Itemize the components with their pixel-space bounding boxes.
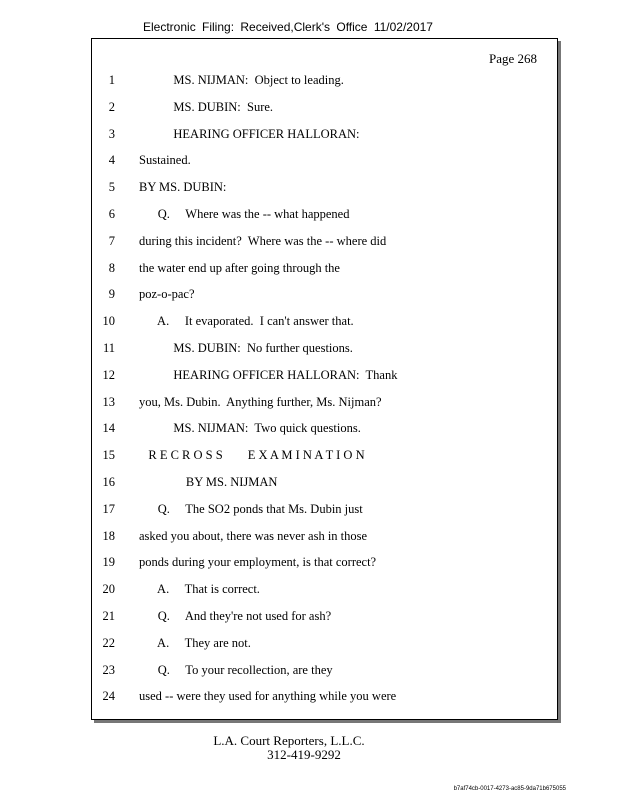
line-number: 18 bbox=[102, 528, 115, 543]
line-number: 8 bbox=[108, 260, 115, 275]
transcript-page-frame bbox=[91, 38, 558, 720]
transcript-line bbox=[92, 582, 557, 600]
line-text: A. That is correct. bbox=[139, 582, 260, 597]
line-text: Q. And they're not used for ash? bbox=[139, 609, 332, 623]
document-id: b7af74cb-0017-4273-ac85-9da71b675055 bbox=[453, 786, 566, 792]
transcript-line bbox=[92, 689, 557, 707]
line-text: BY MS. DUBIN: bbox=[139, 180, 227, 195]
transcript-line bbox=[92, 314, 557, 332]
line-text: MS. NIJMAN: Two quick questions. bbox=[139, 421, 361, 436]
line-text: A. It evaporated. I can't answer that. bbox=[139, 314, 354, 329]
line-text: Sustained. bbox=[139, 153, 191, 168]
line-number: 5 bbox=[108, 180, 115, 195]
line-text: ponds during your employment, is that correct? bbox=[139, 555, 377, 570]
footer-phone: 312-419-9292 bbox=[267, 747, 341, 762]
line-text: poz-o-pac? bbox=[139, 287, 195, 302]
transcript-line bbox=[92, 261, 557, 279]
transcript-line bbox=[92, 234, 557, 252]
line-text: used -- were they used for anything while you were bbox=[139, 689, 397, 704]
line-text: MS. NIJMAN: Object to leading. bbox=[139, 73, 344, 87]
filing-header: Electronic Filing: Received,Clerk's Office 11/02/2017 bbox=[143, 20, 433, 34]
transcript-line bbox=[92, 368, 557, 386]
transcript-line bbox=[92, 421, 557, 439]
transcript-line bbox=[92, 529, 557, 547]
line-number: 22 bbox=[102, 635, 115, 650]
line-number: 16 bbox=[102, 475, 115, 489]
transcript-line bbox=[92, 180, 557, 198]
transcript-line bbox=[92, 153, 557, 171]
line-number: 12 bbox=[102, 367, 115, 382]
transcript-line bbox=[92, 341, 557, 359]
line-text: Q. The SO2 ponds that Ms. Dubin just bbox=[139, 501, 363, 516]
line-text: MS. DUBIN: No further questions. bbox=[139, 341, 353, 355]
line-text: you, Ms. Dubin. Anything further, Ms. Nijman? bbox=[139, 394, 382, 409]
line-text: during this incident? Where was the -- where did bbox=[139, 233, 387, 248]
transcript-line bbox=[92, 475, 557, 493]
transcript-line bbox=[92, 663, 557, 681]
line-text: asked you about, there was never ash in those bbox=[139, 528, 368, 543]
line-number: 11 bbox=[102, 341, 115, 355]
line-text: Q. Where was the -- what happened bbox=[139, 207, 350, 221]
line-number: 3 bbox=[108, 126, 115, 141]
transcript-line bbox=[92, 100, 557, 118]
transcript-line bbox=[92, 73, 557, 91]
transcript-line bbox=[92, 395, 557, 413]
transcript-line bbox=[92, 287, 557, 305]
transcript-line bbox=[92, 448, 557, 466]
line-text: BY MS. NIJMAN bbox=[139, 475, 278, 489]
line-text: Q. To your recollection, are they bbox=[139, 662, 333, 677]
line-number: 7 bbox=[108, 233, 115, 248]
line-number: 10 bbox=[102, 314, 115, 329]
page-number: Page 268 bbox=[488, 51, 537, 66]
transcript-line bbox=[92, 127, 557, 145]
footer-company: L.A. Court Reporters, L.L.C. bbox=[213, 733, 365, 748]
line-text: A. They are not. bbox=[139, 635, 251, 650]
line-number: 21 bbox=[102, 609, 115, 623]
line-number: 20 bbox=[102, 582, 115, 597]
line-text: HEARING OFFICER HALLORAN: Thank bbox=[139, 367, 398, 382]
transcript-line bbox=[92, 555, 557, 573]
transcript-line bbox=[92, 636, 557, 654]
line-number: 19 bbox=[102, 555, 115, 570]
transcript-line bbox=[92, 207, 557, 225]
line-number: 13 bbox=[102, 394, 115, 409]
line-number: 17 bbox=[102, 501, 115, 516]
line-number: 23 bbox=[102, 662, 115, 677]
line-number: 9 bbox=[108, 287, 115, 302]
line-number: 1 bbox=[108, 73, 115, 87]
line-text: HEARING OFFICER HALLORAN: bbox=[139, 126, 360, 141]
line-number: 24 bbox=[102, 689, 115, 704]
line-text: the water end up after going through the bbox=[139, 260, 340, 275]
line-number: 15 bbox=[102, 448, 115, 463]
line-number: 4 bbox=[108, 153, 115, 168]
line-number: 14 bbox=[102, 421, 115, 436]
transcript-line bbox=[92, 502, 557, 520]
transcript-line bbox=[92, 609, 557, 627]
line-number: 2 bbox=[108, 99, 115, 114]
line-text: MS. DUBIN: Sure. bbox=[139, 99, 274, 114]
line-text: R E C R O S S E X A M I N A T I O N bbox=[139, 448, 365, 463]
line-number: 6 bbox=[108, 207, 115, 221]
